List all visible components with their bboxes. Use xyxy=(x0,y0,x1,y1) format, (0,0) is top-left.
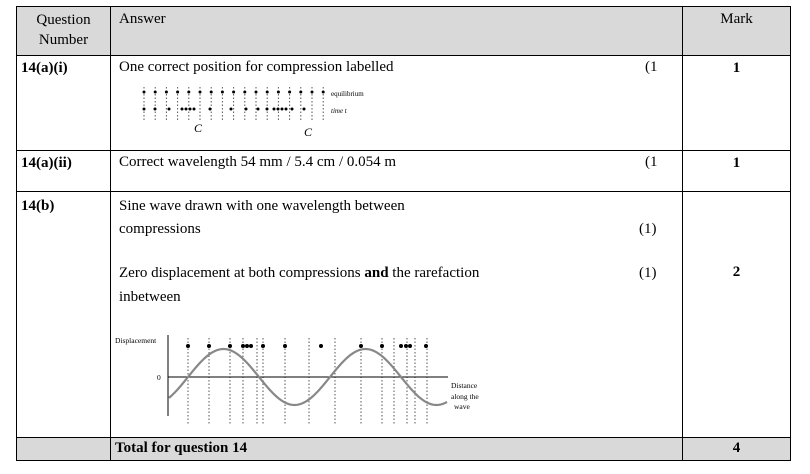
particle-dot xyxy=(277,91,280,94)
x-axis-label-2: along the xyxy=(451,392,479,401)
particle-dot xyxy=(319,344,323,348)
answer-line-3 xyxy=(119,265,479,282)
mark-value: 1 xyxy=(683,151,791,192)
particle-dot xyxy=(209,108,212,111)
question-number-header xyxy=(17,7,111,56)
particle-dot xyxy=(207,344,211,348)
mark-value: 1 xyxy=(683,56,791,151)
mark-scheme-table xyxy=(16,6,791,461)
particle-dot xyxy=(143,108,146,111)
particle-dot xyxy=(311,91,314,94)
particle-dot xyxy=(232,91,235,94)
sub-mark-1: (1) xyxy=(639,221,657,237)
particle-dot xyxy=(181,108,184,111)
sub-mark: (1 xyxy=(645,154,658,170)
particle-dot xyxy=(255,91,258,94)
answer-line-1: Sine wave drawn with one wavelength between xyxy=(119,198,405,214)
particle-dot xyxy=(303,108,306,111)
total-row xyxy=(17,438,791,461)
particle-dot xyxy=(199,91,202,94)
particle-dot xyxy=(404,344,408,348)
particle-dot xyxy=(187,91,190,94)
question-header-line1: Question xyxy=(36,12,91,28)
answer-line-2: compressions xyxy=(119,221,201,237)
sub-mark-2: (1) xyxy=(639,265,657,281)
particle-dot xyxy=(241,344,245,348)
total-label: Total for question 14 xyxy=(111,438,683,461)
y-axis-label: Displacement xyxy=(115,336,157,345)
particle-dot xyxy=(380,344,384,348)
table-row xyxy=(17,56,791,151)
particle-dot xyxy=(277,108,280,111)
particle-dot xyxy=(249,344,253,348)
particle-dot xyxy=(186,344,190,348)
mark-header: Mark xyxy=(683,7,791,56)
answer-line-4: inbetween xyxy=(119,289,181,305)
particle-dot xyxy=(281,108,284,111)
particle-dot xyxy=(266,108,269,111)
particle-dot xyxy=(168,108,171,111)
total-mark: 4 xyxy=(683,438,791,461)
particle-dot xyxy=(143,91,146,94)
header-row xyxy=(17,7,791,56)
particle-dot xyxy=(154,108,157,111)
compression-diagram xyxy=(139,86,399,148)
sub-mark: (1 xyxy=(645,59,658,75)
x-axis-label-1: Distance xyxy=(451,381,478,390)
particle-dot xyxy=(266,91,269,94)
particle-dot xyxy=(245,108,248,111)
particle-dot xyxy=(257,108,260,111)
answer-header: Answer xyxy=(111,7,683,56)
equilibrium-label: equilibrium xyxy=(331,90,364,98)
particle-dot xyxy=(424,344,428,348)
answer-cell xyxy=(111,151,683,192)
answer-line-3-bold: and xyxy=(364,265,389,281)
zero-label: 0 xyxy=(157,373,161,382)
particle-dot xyxy=(283,344,287,348)
mark-value: 2 xyxy=(683,192,791,438)
particle-dot xyxy=(189,108,192,111)
total-empty-cell xyxy=(17,438,111,461)
particle-dot xyxy=(221,91,224,94)
particle-dot xyxy=(359,344,363,348)
particle-dot xyxy=(165,91,168,94)
answer-text: One correct position for compression labelled xyxy=(119,59,394,75)
x-axis-label-3: wave xyxy=(454,402,470,411)
answer-line-3-pre: Zero displacement at both compressions xyxy=(119,265,365,281)
particle-dot xyxy=(288,91,291,94)
particle-dot xyxy=(299,91,302,94)
displacement-graph xyxy=(113,332,493,436)
particle-dot xyxy=(322,91,325,94)
answer-cell xyxy=(111,192,683,438)
particle-dot xyxy=(291,108,294,111)
particle-dot xyxy=(285,108,288,111)
particle-dot xyxy=(230,108,233,111)
particle-dot xyxy=(185,108,188,111)
particle-dot xyxy=(210,91,213,94)
particle-dot xyxy=(245,344,249,348)
time-label: time t xyxy=(331,107,347,115)
particle-dot xyxy=(273,108,276,111)
answer-line-3-post: the rarefaction xyxy=(388,265,480,281)
question-number: 14(a)(ii) xyxy=(17,151,111,192)
table-row xyxy=(17,192,791,438)
table-row xyxy=(17,151,791,192)
question-header-line2: Number xyxy=(38,32,89,48)
compression-label-1: C xyxy=(194,121,203,135)
particle-dot xyxy=(228,344,232,348)
particle-dot xyxy=(243,91,246,94)
question-number: 14(b) xyxy=(17,192,111,438)
compression-label-2: C xyxy=(304,125,313,139)
particle-dot xyxy=(193,108,196,111)
question-number: 14(a)(i) xyxy=(17,56,111,151)
answer-cell xyxy=(111,56,683,151)
particle-dot xyxy=(399,344,403,348)
particle-dot xyxy=(261,344,265,348)
particle-dot xyxy=(408,344,412,348)
particle-dot xyxy=(176,91,179,94)
answer-text: Correct wavelength 54 mm / 5.4 cm / 0.054 m xyxy=(119,154,397,170)
particle-dot xyxy=(154,91,157,94)
